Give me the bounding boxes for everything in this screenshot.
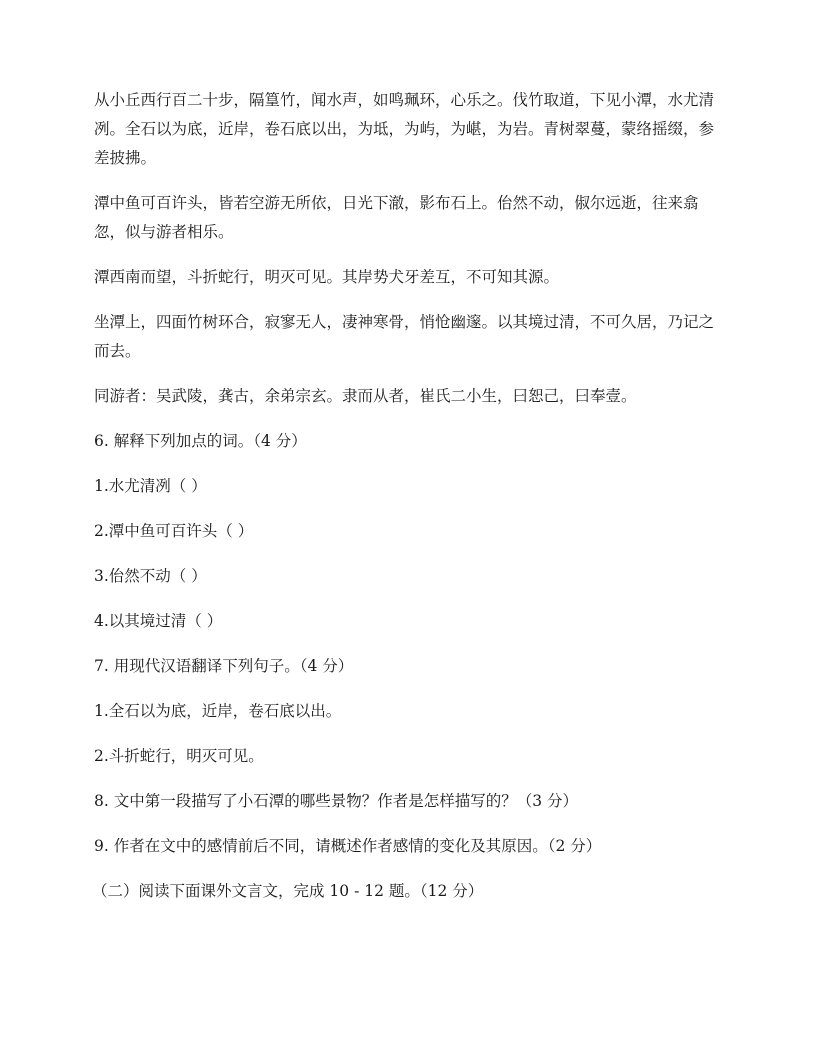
question-9: 9. 作者在文中的感情前后不同，请概述作者感情的变化及其原因。（2 分） xyxy=(94,837,602,855)
question-7-item-1: 1.全石以为底，近岸，卷石底以出。 xyxy=(94,702,342,720)
question-6-item-2: 2.潭中鱼可百许头（ ） xyxy=(94,522,254,540)
passage-paragraph-2: 潭中鱼可百许头，皆若空游无所依，日光下澈，影布石上。佁然不动，俶尔远逝，往来翕忽，似与游者相乐。 xyxy=(94,194,699,241)
question-7-item-2: 2.斗折蛇行，明灭可见。 xyxy=(94,747,264,765)
passage-paragraph-4: 坐潭上，四面竹树环合，寂寥无人，凄神寒骨，悄怆幽邃。以其境过清，不可久居，乃记之而去。 xyxy=(94,313,715,360)
document-page xyxy=(94,86,724,922)
question-6-item-1: 1.水尤清冽（ ） xyxy=(94,477,207,495)
passage-paragraph-3: 潭西南而望，斗折蛇行，明灭可见。其岸势犬牙差互，不可知其源。 xyxy=(94,268,560,286)
question-6-item-4: 4.以其境过清（ ） xyxy=(94,612,223,630)
question-6-title: 6. 解释下列加点的词。（4 分） xyxy=(94,432,307,450)
question-6-item-3: 3.佁然不动（ ） xyxy=(94,567,207,585)
passage-paragraph-5: 同游者：吴武陵，龚古，余弟宗玄。隶而从者，崔氏二小生，曰恕己，曰奉壹。 xyxy=(94,387,637,405)
section-2-heading: （二）阅读下面课外文言文，完成 10 - 12 题。（12 分） xyxy=(92,882,484,900)
question-8: 8. 文中第一段描写了小石潭的哪些景物？作者是怎样描写的？（3 分） xyxy=(94,792,579,810)
question-7-title: 7. 用现代汉语翻译下列句子。（4 分） xyxy=(94,657,354,675)
passage-paragraph-1: 从小丘西行百二十步，隔篁竹，闻水声，如鸣珮环，心乐之。伐竹取道，下见小潭，水尤清冽。全石以为底，近岸，卷石底以出，为坻，为屿，为嵁，为岩。青树翠蔓，蒙络摇缀，参差披拂。 xyxy=(94,91,715,167)
